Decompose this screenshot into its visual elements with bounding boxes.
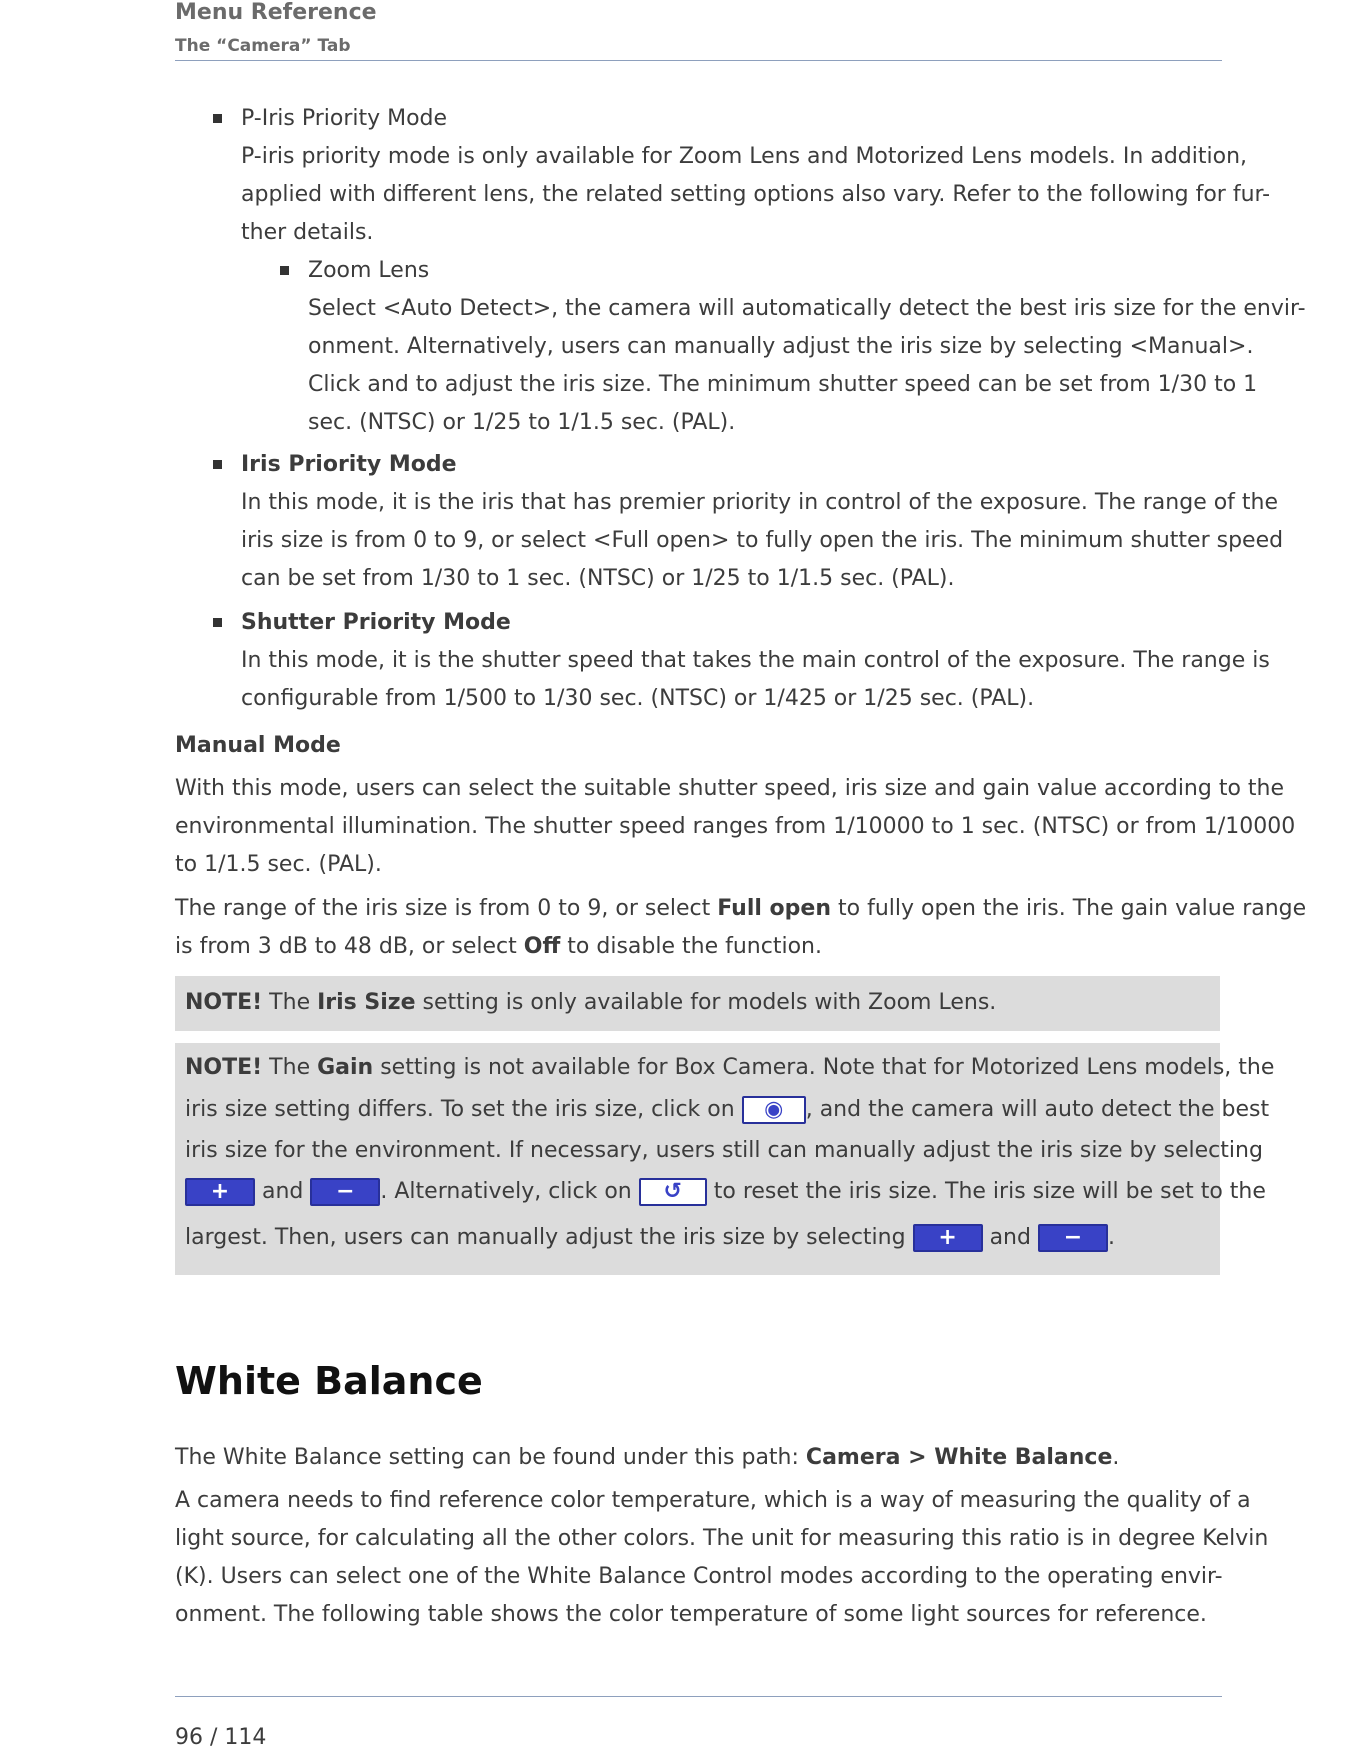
zoom-lens-text-line: onment. Alternatively, users can manually adjust the iris size by selecting <Manual>.: [308, 334, 1254, 359]
reset-button-icon: ↺: [639, 1178, 707, 1206]
shutter-priority-text-line: In this mode, it is the shutter speed that takes the main control of the exposure. The range is: [241, 648, 1270, 673]
manual-mode-text-line: With this mode, users can select the suitable shutter speed, iris size and gain value according to the: [175, 776, 1285, 801]
iris-priority-text-line: iris size is from 0 to 9, or select <Full open> to fully open the iris. The minimum shutter speed: [241, 528, 1284, 553]
white-balance-text-line: A camera needs to find reference color temperature, which is a way of measuring the quality of a: [175, 1488, 1251, 1513]
bullet-icon: [280, 266, 289, 275]
piris-text-line: P-iris priority mode is only available for Zoom Lens and Motorized Lens models. In addition,: [241, 144, 1248, 169]
note-text: iris size for the environment. If necessary, users still can manually adjust the iris size by selecting: [185, 1138, 1263, 1163]
piris-text-line: ther details.: [241, 220, 374, 245]
auto-detect-button-icon: ◉: [742, 1096, 806, 1124]
note-text: + and − . Alternatively, click on ↺ to reset the iris size. The iris size will be set to the: [185, 1177, 1266, 1207]
minus-button-icon: −: [1038, 1224, 1108, 1252]
white-balance-text-line: (K). Users can select one of the White Balance Control modes according to the operating envir-: [175, 1564, 1223, 1589]
footer-rule: [175, 1696, 1222, 1697]
manual-mode-text-line: environmental illumination. The shutter speed ranges from 1/10000 to 1 sec. (NTSC) or from 1/10000: [175, 814, 1296, 839]
minus-button-icon: −: [310, 1178, 380, 1206]
zoom-lens-text-line: Click and to adjust the iris size. The minimum shutter speed can be set from 1/30 to 1: [308, 372, 1258, 397]
shutter-priority-heading: Shutter Priority Mode: [241, 610, 511, 635]
note-text: NOTE! The Gain setting is not available for Box Camera. Note that for Motorized Lens models, the: [185, 1055, 1275, 1080]
note-box-gain: [175, 1043, 1275, 1275]
zoom-lens-heading: Zoom Lens: [308, 258, 430, 283]
header-subsection-title: The “Camera” Tab: [175, 36, 351, 56]
bullet-icon: [213, 460, 222, 469]
manual-mode-iris-line: The range of the iris size is from 0 to 9, or select Full open to fully open the iris. The gain value range: [175, 896, 1307, 921]
iris-priority-heading: Iris Priority Mode: [241, 452, 457, 477]
header-rule: [175, 60, 1222, 61]
plus-button-icon: +: [185, 1178, 255, 1206]
note-text: largest. Then, users can manually adjust the iris size by selecting + and − .: [185, 1225, 1115, 1250]
manual-mode-text-line: to 1/1.5 sec. (PAL).: [175, 852, 382, 877]
white-balance-heading: White Balance: [175, 1359, 483, 1403]
page-number: 96 / 114: [175, 1725, 267, 1750]
note-text: NOTE! The Iris Size setting is only available for models with Zoom Lens.: [185, 990, 997, 1015]
piris-heading: P-Iris Priority Mode: [241, 106, 448, 131]
zoom-lens-text-line: sec. (NTSC) or 1/25 to 1/1.5 sec. (PAL).: [308, 410, 736, 435]
iris-priority-text-line: can be set from 1/30 to 1 sec. (NTSC) or 1/25 to 1/1.5 sec. (PAL).: [241, 566, 955, 591]
note-text: iris size setting differs. To set the iris size, click on ◉ , and the camera will auto detect the best: [185, 1097, 1270, 1122]
white-balance-path-line: The White Balance setting can be found under this path: Camera > White Balance.: [175, 1445, 1120, 1470]
note-box-iris-size: [175, 976, 1220, 1031]
bullet-icon: [213, 618, 222, 627]
header-section-title: Menu Reference: [175, 0, 377, 25]
white-balance-text-line: onment. The following table shows the color temperature of some light sources for reference.: [175, 1602, 1207, 1627]
piris-text-line: applied with different lens, the related setting options also vary. Refer to the following for fur-: [241, 182, 1271, 207]
shutter-priority-text-line: configurable from 1/500 to 1/30 sec. (NTSC) or 1/425 or 1/25 sec. (PAL).: [241, 686, 1035, 711]
manual-mode-gain-line: is from 3 dB to 48 dB, or select Off to disable the function.: [175, 934, 822, 959]
plus-button-icon: +: [913, 1224, 983, 1252]
white-balance-text-line: light source, for calculating all the other colors. The unit for measuring this ratio is in degree Kelvin: [175, 1526, 1269, 1551]
iris-priority-text-line: In this mode, it is the iris that has premier priority in control of the exposure. The range of the: [241, 490, 1279, 515]
bullet-icon: [213, 114, 222, 123]
manual-mode-heading: Manual Mode: [175, 733, 341, 758]
zoom-lens-text-line: Select <Auto Detect>, the camera will automatically detect the best iris size for the envir-: [308, 296, 1306, 321]
